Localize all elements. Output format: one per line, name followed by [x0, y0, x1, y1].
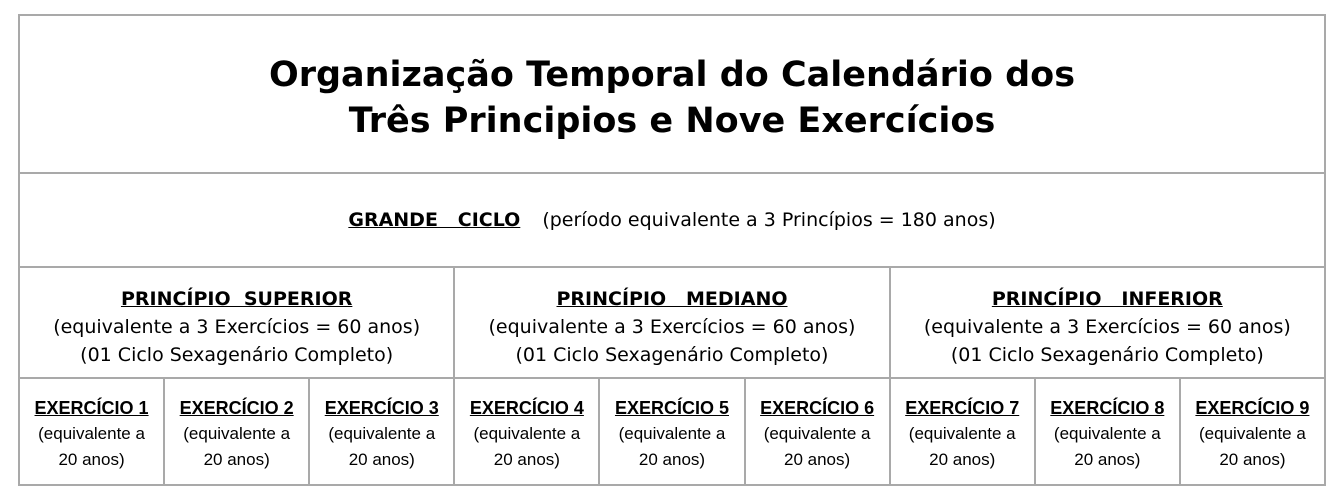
exercise-heading: EXERCÍCIO 6 [760, 398, 875, 418]
exercise-heading: EXERCÍCIO 4 [469, 398, 584, 418]
principle-superior [20, 268, 455, 377]
title-line-1: Organização Temporal do Calendário dos [268, 55, 1076, 95]
exercise-5 [600, 379, 745, 486]
exercise-2 [165, 379, 310, 486]
exercise-equivalence: (equivalente a [763, 424, 871, 443]
exercise-heading: EXERCÍCIO 2 [179, 398, 294, 418]
principle-heading: PRINCÍPIO MEDIANO [556, 288, 788, 310]
principles-row [20, 268, 1324, 379]
exercise-equivalence: (equivalente a [183, 424, 291, 443]
exercise-9 [1181, 379, 1324, 486]
exercise-years: 20 anos) [784, 450, 851, 469]
exercise-1 [20, 379, 165, 486]
principle-equivalence: (equivalente a 3 Exercícios = 60 anos) [53, 316, 421, 338]
exercise-years: 20 anos) [1219, 450, 1286, 469]
exercise-years: 20 anos) [1074, 450, 1141, 469]
exercise-years: 20 anos) [348, 450, 415, 469]
exercises-row [20, 379, 1324, 486]
exercise-years: 20 anos) [493, 450, 560, 469]
grand-cycle-label: GRANDE CICLO [348, 209, 521, 231]
exercise-equivalence: (equivalente a [908, 424, 1016, 443]
exercise-equivalence: (equivalente a [328, 424, 436, 443]
principle-cycle: (01 Ciclo Sexagenário Completo) [515, 344, 829, 366]
exercise-6 [746, 379, 891, 486]
exercise-heading: EXERCÍCIO 7 [905, 398, 1020, 418]
principle-equivalence: (equivalente a 3 Exercícios = 60 anos) [488, 316, 856, 338]
exercise-4 [455, 379, 600, 486]
principle-heading: PRINCÍPIO SUPERIOR [120, 288, 353, 310]
exercise-8 [1036, 379, 1181, 486]
exercise-equivalence: (equivalente a [618, 424, 726, 443]
exercise-equivalence: (equivalente a [1199, 424, 1306, 443]
grand-cycle-description: (período equivalente a 3 Princípios = 180 anos) [542, 209, 996, 231]
grand-cycle [20, 174, 1324, 266]
principle-cycle: (01 Ciclo Sexagenário Completo) [80, 344, 394, 366]
grand-cycle-row [20, 174, 1324, 268]
exercise-equivalence: (equivalente a [473, 424, 581, 443]
exercise-years: 20 anos) [58, 450, 125, 469]
exercise-equivalence: (equivalente a [1053, 424, 1161, 443]
exercise-heading: EXERCÍCIO 5 [614, 398, 729, 418]
exercise-heading: EXERCÍCIO 1 [34, 398, 149, 418]
exercise-equivalence: (equivalente a [38, 424, 145, 443]
principle-mediano [455, 268, 890, 377]
principle-heading: PRINCÍPIO INFERIOR [991, 288, 1223, 310]
principle-inferior [891, 268, 1324, 377]
exercise-years: 20 anos) [638, 450, 706, 469]
calendar-table [18, 14, 1326, 486]
exercise-heading: EXERCÍCIO 3 [324, 398, 439, 418]
exercise-7 [891, 379, 1036, 486]
principle-equivalence: (equivalente a 3 Exercícios = 60 anos) [923, 316, 1291, 338]
exercise-heading: EXERCÍCIO 9 [1195, 398, 1310, 418]
exercise-years: 20 anos) [203, 450, 270, 469]
page-title [20, 52, 1324, 144]
title-line-2: Três Principios e Nove Exercícios [348, 101, 996, 141]
title-row [20, 16, 1324, 174]
exercise-3 [310, 379, 455, 486]
exercise-heading: EXERCÍCIO 8 [1050, 398, 1165, 418]
exercise-years: 20 anos) [929, 450, 996, 469]
principle-cycle: (01 Ciclo Sexagenário Completo) [950, 344, 1264, 366]
